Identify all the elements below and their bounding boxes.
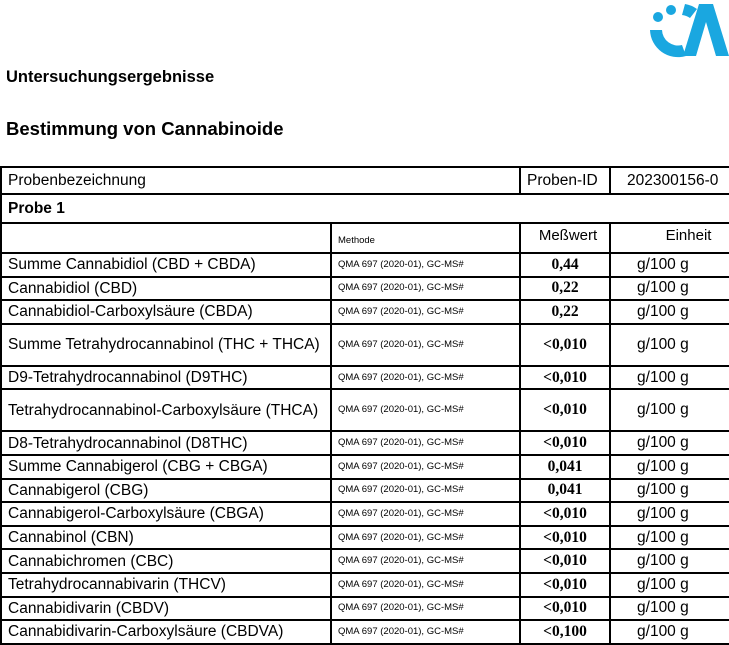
document-title: Bestimmung von Cannabinoide [6, 118, 284, 139]
analyte-name: Cannabigerol-Carboxylsäure (CBGA) [1, 502, 331, 526]
section-title: Untersuchungsergebnisse [6, 68, 215, 86]
value-cell: <0,010 [520, 366, 610, 390]
value-cell: <0,010 [520, 502, 610, 526]
value-cell: 0,22 [520, 300, 610, 324]
table-row [1, 455, 729, 479]
unit-cell: g/100 g [610, 300, 729, 324]
unit-cell: g/100 g [610, 431, 729, 455]
analyte-name: Cannabidiol-Carboxylsäure (CBDA) [1, 300, 331, 324]
value-cell: <0,010 [520, 324, 610, 366]
table-row [1, 389, 729, 431]
column-header-name [1, 223, 331, 253]
value-cell: <0,010 [520, 549, 610, 573]
analyte-name: D9-Tetrahydrocannabinol (D9THC) [1, 366, 331, 390]
table-row [1, 253, 729, 277]
column-header-row [1, 223, 729, 253]
unit-cell: g/100 g [610, 366, 729, 390]
table-row [1, 526, 729, 550]
method-cell: QMA 697 (2020-01), GC-MS# [331, 597, 520, 621]
table-row [1, 431, 729, 455]
analyte-name: Summe Cannabigerol (CBG + CBGA) [1, 455, 331, 479]
value-cell: <0,010 [520, 526, 610, 550]
table-row [1, 549, 729, 573]
unit-cell: g/100 g [610, 479, 729, 503]
analyte-name: Tetrahydrocannabinol-Carboxylsäure (THCA) [1, 389, 331, 431]
table-row [1, 300, 729, 324]
unit-cell: g/100 g [610, 277, 729, 301]
column-header-unit: Einheit [610, 223, 729, 253]
value-cell: <0,010 [520, 389, 610, 431]
unit-cell: g/100 g [610, 455, 729, 479]
analyte-name: Cannabigerol (CBG) [1, 479, 331, 503]
unit-cell: g/100 g [610, 502, 729, 526]
unit-cell: g/100 g [610, 253, 729, 277]
results-table [0, 166, 729, 645]
analyte-name: Summe Cannabidiol (CBD + CBDA) [1, 253, 331, 277]
table-row [1, 573, 729, 597]
value-cell: <0,010 [520, 573, 610, 597]
unit-cell: g/100 g [610, 526, 729, 550]
analyte-name: Tetrahydrocannabivarin (THCV) [1, 573, 331, 597]
value-cell: <0,010 [520, 597, 610, 621]
method-cell: QMA 697 (2020-01), GC-MS# [331, 479, 520, 503]
sample-header-row [1, 167, 729, 194]
table-row [1, 502, 729, 526]
analyte-name: Cannabichromen (CBC) [1, 549, 331, 573]
column-header-value: Meßwert [520, 223, 610, 253]
table-row [1, 620, 729, 644]
unit-cell: g/100 g [610, 573, 729, 597]
analyte-name: Cannabinol (CBN) [1, 526, 331, 550]
analyte-name: Cannabidiol (CBD) [1, 277, 331, 301]
sample-name: Probe 1 [1, 194, 729, 223]
value-cell: <0,100 [520, 620, 610, 644]
method-cell: QMA 697 (2020-01), GC-MS# [331, 277, 520, 301]
method-cell: QMA 697 (2020-01), GC-MS# [331, 253, 520, 277]
sample-id-label: Proben-ID [520, 167, 610, 194]
method-cell: QMA 697 (2020-01), GC-MS# [331, 526, 520, 550]
method-cell: QMA 697 (2020-01), GC-MS# [331, 549, 520, 573]
method-cell: QMA 697 (2020-01), GC-MS# [331, 324, 520, 366]
sample-name-row [1, 194, 729, 223]
method-cell: QMA 697 (2020-01), GC-MS# [331, 455, 520, 479]
analyte-name: Cannabidivarin (CBDV) [1, 597, 331, 621]
value-cell: 0,22 [520, 277, 610, 301]
table-row [1, 277, 729, 301]
method-cell: QMA 697 (2020-01), GC-MS# [331, 300, 520, 324]
unit-cell: g/100 g [610, 324, 729, 366]
sample-id-value: 202300156-0 [610, 167, 729, 194]
method-cell: QMA 697 (2020-01), GC-MS# [331, 389, 520, 431]
table-row [1, 479, 729, 503]
analyte-name: D8-Tetrahydrocannabinol (D8THC) [1, 431, 331, 455]
method-cell: QMA 697 (2020-01), GC-MS# [331, 573, 520, 597]
analyte-name: Summe Tetrahydrocannabinol (THC + THCA) [1, 324, 331, 366]
method-cell: QMA 697 (2020-01), GC-MS# [331, 502, 520, 526]
unit-cell: g/100 g [610, 389, 729, 431]
value-cell: 0,44 [520, 253, 610, 277]
company-logo [625, 0, 729, 62]
value-cell: 0,041 [520, 479, 610, 503]
method-cell: QMA 697 (2020-01), GC-MS# [331, 431, 520, 455]
unit-cell: g/100 g [610, 597, 729, 621]
analyte-name: Cannabidivarin-Carboxylsäure (CBDVA) [1, 620, 331, 644]
unit-cell: g/100 g [610, 620, 729, 644]
value-cell: 0,041 [520, 455, 610, 479]
method-cell: QMA 697 (2020-01), GC-MS# [331, 366, 520, 390]
unit-cell: g/100 g [610, 549, 729, 573]
method-cell: QMA 697 (2020-01), GC-MS# [331, 620, 520, 644]
sample-designation-label: Probenbezeichnung [1, 167, 520, 194]
value-cell: <0,010 [520, 431, 610, 455]
table-row [1, 366, 729, 390]
column-header-method: Methode [331, 223, 520, 253]
table-row [1, 324, 729, 366]
